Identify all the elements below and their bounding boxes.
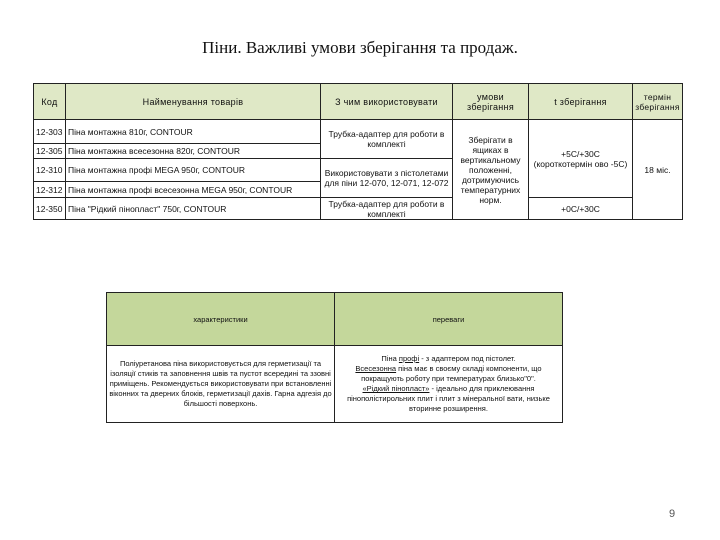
code-cell: 12-310: [34, 159, 66, 182]
header-term: термін зберігання: [633, 84, 683, 120]
table-row: [34, 198, 683, 220]
page-number: 9: [669, 508, 676, 520]
header-name: Найменування товарів: [66, 84, 321, 120]
term-cell: 18 міс.: [633, 120, 683, 220]
adv-text: піна має в своєму складі компоненти, що покращують роботу при температурах близько"0".: [361, 364, 542, 383]
header-temp: t зберігання: [529, 84, 633, 120]
header-characteristics: характеристики: [107, 293, 335, 346]
table-row: [34, 120, 683, 144]
header-code: Код: [34, 84, 66, 120]
code-cell: 12-350: [34, 198, 66, 220]
adv-term-liquid-foam: «Рідкий пінопласт»: [362, 384, 430, 393]
adv-text: - ідеально для приклеювання пінополістирольних плит і плит з мінеральної вати, низьке вторинне розширення.: [347, 384, 550, 413]
use-cell: Трубка-адаптер для роботи в комплекті: [321, 120, 453, 159]
advantages-cell: [335, 346, 563, 423]
page-title: Піни. Важливі умови зберігання та продаж.: [202, 38, 518, 57]
code-cell: 12-305: [34, 144, 66, 159]
adv-term-profi: профі: [398, 354, 420, 363]
name-cell: Піна монтажна 810г, CONTOUR: [66, 120, 321, 144]
header-conditions: умови зберігання: [453, 84, 529, 120]
name-cell: Піна монтажна профі MEGA 950г, CONTOUR: [66, 159, 321, 182]
header-use: З чим використовувати: [321, 84, 453, 120]
use-cell: Використовувати з пістолетами для піни 12-070, 12-071, 12-072: [321, 159, 453, 198]
storage-conditions-cell: Зберігати в ящиках в вертикальному положенні, дотримуючись температурних норм.: [453, 120, 529, 220]
header-row: [34, 84, 683, 120]
temp-cell: +0С/+30С: [529, 198, 633, 220]
use-cell: Трубка-адаптер для роботи в комплекті: [321, 198, 453, 220]
characteristics-cell: Поліуретанова піна використовується для герметизації та ізоляції стиків та заповнення швів та пустот всередині та ззовні приміщень. Рекомендується використовувати при встановленні віконних та дверних блоків, герметизації дахів. Гарна адгезія до більшості поверхонь.: [107, 346, 335, 423]
code-cell: 12-303: [34, 120, 66, 144]
name-cell: Піна монтажна профі всесезонна MEGA 950г, CONTOUR: [66, 182, 321, 198]
name-cell: Піна монтажна всесезонна 820г, CONTOUR: [66, 144, 321, 159]
header-advantages: переваги: [335, 293, 563, 346]
storage-table: [33, 83, 683, 220]
features-table: [106, 292, 563, 423]
adv-text: Піна: [381, 354, 399, 363]
code-cell: 12-312: [34, 182, 66, 198]
name-cell: Піна "Рідкий пінопласт" 750г, CONTOUR: [66, 198, 321, 220]
adv-text: - з адаптером под пістолет.: [419, 354, 516, 363]
temp-cell: +5С/+30С (короткотермін ово -5С): [529, 120, 633, 198]
adv-term-allseason: Всесезонна: [355, 364, 397, 373]
